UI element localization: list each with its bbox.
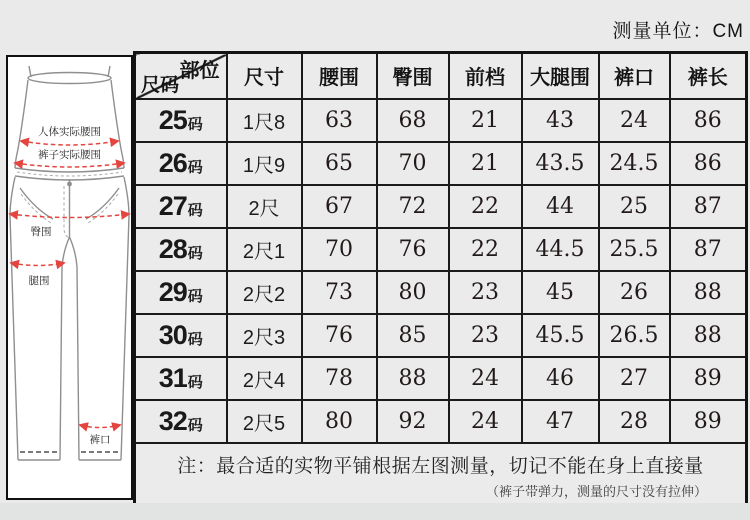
value-cell: 24.5: [599, 142, 670, 185]
size-number: 27: [158, 190, 187, 221]
value-cell: 46: [522, 357, 599, 400]
size-suffix: 码: [187, 330, 203, 348]
note-row: [135, 443, 747, 506]
size-cell: [135, 228, 227, 271]
value-cell: 24: [599, 99, 670, 142]
value-cell: 23: [449, 314, 522, 357]
value-cell: 76: [377, 228, 449, 271]
leg-opening-arrow: [80, 425, 120, 428]
size-suffix: 码: [187, 287, 203, 305]
table-body: [135, 99, 747, 443]
size-suffix: 码: [187, 416, 203, 434]
size-number: 26: [158, 147, 187, 178]
value-cell: 1尺9: [227, 142, 302, 185]
size-cell: [135, 142, 227, 185]
value-cell: 25.5: [599, 228, 670, 271]
size-suffix: 码: [187, 244, 203, 262]
table-row: [135, 142, 747, 185]
note-cell: [135, 443, 747, 506]
table-row: [135, 185, 747, 228]
note-line2: （裤子带弹力，测量的尺寸没有拉伸）: [485, 483, 707, 499]
size-number: 32: [158, 405, 187, 436]
value-cell: 47: [522, 400, 599, 443]
hip-label: 臀围: [30, 226, 52, 238]
value-cell: 24: [449, 400, 522, 443]
thigh-arrow: [11, 263, 64, 266]
size-cell: [135, 185, 227, 228]
value-cell: 88: [670, 314, 747, 357]
value-cell: 26: [599, 271, 670, 314]
corner-label-size: 尺码: [141, 74, 180, 96]
value-cell: 68: [377, 99, 449, 142]
value-cell: 22: [449, 185, 522, 228]
value-cell: 26.5: [599, 314, 670, 357]
table-row: [135, 314, 747, 357]
corner-label-part: 部位: [179, 60, 220, 82]
body-waist-arrow: [21, 141, 118, 145]
value-cell: 22: [449, 228, 522, 271]
size-suffix: 码: [187, 201, 203, 219]
table-row: [135, 400, 747, 443]
value-cell: 44.5: [522, 228, 599, 271]
value-cell: 89: [670, 400, 747, 443]
value-cell: 25: [599, 185, 670, 228]
pants-diagram: [6, 55, 133, 500]
value-cell: 2尺: [227, 185, 302, 228]
thigh-label: 腿围: [28, 275, 50, 287]
size-cell: [135, 357, 227, 400]
value-cell: 88: [377, 357, 449, 400]
value-cell: 65: [302, 142, 377, 185]
value-cell: 2尺5: [227, 400, 302, 443]
column-header: 前档: [449, 53, 522, 99]
value-cell: 73: [302, 271, 377, 314]
column-header: 裤口: [599, 53, 670, 99]
value-cell: 80: [377, 271, 449, 314]
value-cell: 86: [670, 99, 747, 142]
value-cell: 2尺3: [227, 314, 302, 357]
value-cell: 24: [449, 357, 522, 400]
table-row: [135, 271, 747, 314]
value-cell: 1尺8: [227, 99, 302, 142]
column-header: 裤长: [670, 53, 747, 99]
column-header: 臀围: [377, 53, 449, 99]
size-number: 25: [158, 104, 187, 135]
table-row: [135, 228, 747, 271]
column-header: 尺寸: [227, 53, 302, 99]
pants-waist-label: 裤子实际腰围: [38, 149, 101, 161]
value-cell: 28: [599, 400, 670, 443]
value-cell: 23: [449, 271, 522, 314]
value-cell: 76: [302, 314, 377, 357]
value-cell: 2尺2: [227, 271, 302, 314]
value-cell: 88: [670, 271, 747, 314]
pants-diagram-svg: [8, 57, 131, 498]
table-row: [135, 99, 747, 142]
value-cell: 78: [302, 357, 377, 400]
value-cell: 63: [302, 99, 377, 142]
unit-label: 测量单位：CM: [612, 21, 744, 42]
bottom-strip: [0, 503, 750, 520]
note-line1: 注：最合适的实物平铺根据左图测量，切记不能在身上直接量: [177, 455, 704, 477]
body-waist-label: 人体实际腰围: [38, 126, 101, 138]
size-cell: [135, 314, 227, 357]
value-cell: 87: [670, 185, 747, 228]
size-cell: [135, 271, 227, 314]
pants-waist-arrow: [15, 163, 124, 167]
value-cell: 86: [670, 142, 747, 185]
size-suffix: 码: [187, 115, 203, 133]
size-suffix: 码: [187, 373, 203, 391]
size-table: [133, 51, 748, 507]
value-cell: 2尺1: [227, 228, 302, 271]
value-cell: 44: [522, 185, 599, 228]
value-cell: 72: [377, 185, 449, 228]
value-cell: 67: [302, 185, 377, 228]
value-cell: 70: [377, 142, 449, 185]
value-cell: 45: [522, 271, 599, 314]
value-cell: 45.5: [522, 314, 599, 357]
size-number: 31: [158, 362, 187, 393]
size-cell: [135, 99, 227, 142]
size-cell: [135, 400, 227, 443]
value-cell: 2尺4: [227, 357, 302, 400]
leg-opening-label: 裤口: [89, 434, 111, 446]
table-header-row: [135, 53, 747, 99]
value-cell: 80: [302, 400, 377, 443]
value-cell: 87: [670, 228, 747, 271]
corner-cell: [135, 53, 227, 99]
value-cell: 43.5: [522, 142, 599, 185]
value-cell: 21: [449, 99, 522, 142]
table-row: [135, 357, 747, 400]
value-cell: 92: [377, 400, 449, 443]
size-number: 28: [158, 233, 187, 264]
value-cell: 43: [522, 99, 599, 142]
column-header: 大腿围: [522, 53, 599, 99]
size-number: 30: [158, 319, 187, 350]
value-cell: 21: [449, 142, 522, 185]
value-cell: 85: [377, 314, 449, 357]
size-suffix: 码: [187, 158, 203, 176]
size-number: 29: [158, 276, 187, 307]
value-cell: 27: [599, 357, 670, 400]
value-cell: 89: [670, 357, 747, 400]
value-cell: 70: [302, 228, 377, 271]
column-header: 腰围: [302, 53, 377, 99]
